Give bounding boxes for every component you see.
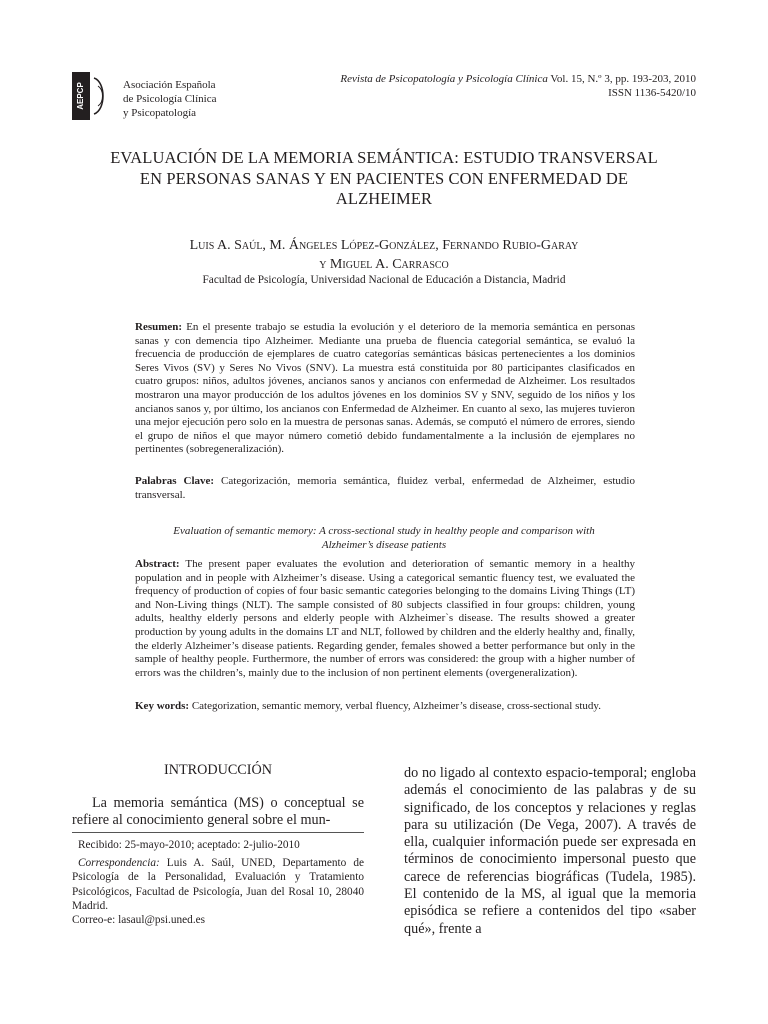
keywords-label: Key words: <box>135 700 190 712</box>
journal-name: Revista de Psicopatología y Psicología Clínica <box>340 73 548 85</box>
footnotes <box>72 838 364 927</box>
english-title <box>120 525 648 552</box>
society-logo <box>72 72 114 120</box>
received-note: Recibido: 25-mayo-2010; aceptado: 2-julio-2010 <box>78 839 300 851</box>
resumen-label: Resumen: <box>135 321 183 333</box>
title-line: EN PERSONAS SANAS Y EN PACIENTES CON ENFERMEDAD DE <box>139 168 629 188</box>
affiliation: Facultad de Psicología, Universidad Nacional de Educación a Distancia, Madrid <box>202 274 566 286</box>
org-line: Asociación Española <box>123 79 216 91</box>
journal-citation <box>216 72 696 100</box>
journal-issn: ISSN 1136-5420/10 <box>608 87 696 99</box>
email-note: Correo-e: lasaul@psi.uned.es <box>72 914 206 927</box>
keywords-text: Categorization, semantic memory, verbal fluency, Alzheimer’s disease, cross-sectional study. <box>189 700 601 712</box>
resumen-paragraph <box>135 321 635 457</box>
society-name <box>123 78 216 120</box>
abstract-paragraph <box>135 558 635 680</box>
english-title-line: Alzheimer’s disease patients <box>321 538 447 551</box>
author-list <box>72 236 696 274</box>
palabras-clave-label: Palabras Clave: <box>135 475 215 487</box>
org-line: y Psicopatología <box>123 107 197 119</box>
palabras-clave-paragraph <box>135 475 635 502</box>
section-heading: INTRODUCCIÓN <box>164 762 272 778</box>
authors-line: y Miguel A. Carrasco <box>319 257 449 272</box>
org-line: de Psicología Clínica <box>123 93 217 105</box>
palabras-clave-text: Categorización, memoria semántica, fluidez verbal, enfermedad de Alzheimer, estudio transversal. <box>135 475 635 501</box>
correspondence-text: Luis A. Saúl, UNED, Departamento de Psicología de la Personalidad, Evaluación y Tratamiento Psicológicos, Facultad de Psicología, Juan del Rosal 10, 28040 Madrid. <box>72 857 364 912</box>
logo-text: AEPCP <box>76 82 86 110</box>
correspondence-label: Correspondencia: <box>78 857 160 870</box>
footnote-divider <box>72 832 364 833</box>
intro-paragraph: La memoria semántica (MS) o conceptual se refiere al conocimiento general sobre el mun- <box>72 795 364 829</box>
right-column-text: do no ligado al contexto espacio-temporal; engloba además el conocimiento de las palabras y de su significado, de los conceptos y relaciones y reglas para su utilización (De Vega, 2007). A través de ella, cualquier información puede ser expresada en términos de conocimiento impersonal puesto que carece de referencias biográficas (Tudela, 1985). El contenido de la MS, al igual que la memoria episódica se refiere a contenidos del tipo «saber qué», frente a <box>404 765 696 937</box>
authors-line: Luis A. Saúl, M. Ángeles López-González, Fernando Rubio-Garay <box>189 238 579 253</box>
english-title-line: Evaluation of semantic memory: A cross-sectional study in healthy people and comparison with <box>173 525 595 537</box>
article-title <box>72 148 696 210</box>
abstract-label: Abstract: <box>135 558 180 570</box>
title-line: ALZHEIMER <box>335 189 433 208</box>
resumen-text: En el presente trabajo se estudia la evolución y el deterioro de la memoria semántica en personas sanas y con demencia tipo Alzheimer. Mediante una prueba de fluencia categorial semántica, se evaluó la frecuencia de producción de ejemplares de cuatro categorías semánticas básicas pertenecientes a los dominios Seres Vivos (SV) y Seres No Vivos (SNV). La muestra está constituida por 80 participantes clasificados en cuatro grupos: niños, adultos jóvenes, ancianos sanos y ancianos con enfermedad de Alzheimer. Los resultados mostraron una mayor producción de los adultos jóvenes en los dominios SV y SNV, seguido de los niños y los ancianos sanos y, por último, los ancianos con Enfermedad de Alzheimer. En cuanto al sexo, las mujeres tuvieron una mejor ejecución pero solo en la muestra de personas sanas. Además, se computó el número de errores, siendo el grupo de niños el que mayor número cometió debido fundamentalmente a la inclusión de ejemplares no pertinentes (sobregeneralización). <box>135 321 635 456</box>
abstract-text: The present paper evaluates the evolution and deterioration of semantic memory in a healthy population and in people with Alzheimer’s disease. Using a categorical semantic fluency test, we evaluated the frequency of production of copies of four basic semantic categories belonging to the domains Living Things (LT) and Non-Living things (NLT). The sample consisted of 80 subjects classified in four groups: children, young adults, healthy elderly persons and elderly people with Alzheimer`s disease. The results showed a greater production by young adults in the domains LT and NLT, followed by children and the elderly healthy and, finally, the elderly Alzheimer’s disease patients. Regarding gender, females showed a better performance but only in the sample of healthy people. Furthermore, the number of errors was considered: the group with a higher number of errors was the children’s, mainly due to the inclusion of non pertinent elements (overgeneralization). <box>135 558 635 679</box>
keywords-paragraph <box>135 700 635 714</box>
title-line: EVALUACIÓN DE LA MEMORIA SEMÁNTICA: ESTUDIO TRANSVERSAL <box>110 148 658 167</box>
journal-volume: Vol. 15, N.º 3, pp. 193-203, 2010 <box>547 73 696 85</box>
